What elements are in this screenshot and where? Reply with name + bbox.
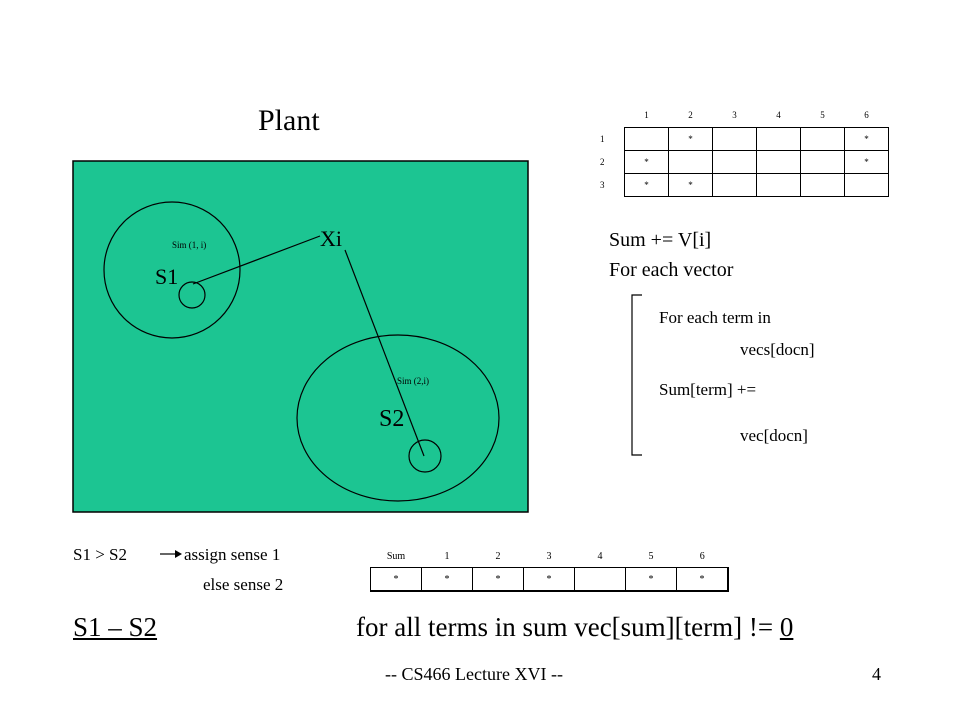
- sum-col-header: 3: [546, 550, 552, 562]
- sum-col-header: 1: [444, 550, 450, 562]
- code-inner-3: Sum[term] +=: [659, 380, 757, 399]
- page-number: 4: [872, 664, 881, 684]
- sum-cell: *: [371, 568, 422, 592]
- matrix-col-header: 1: [644, 110, 649, 120]
- sum-cell: [575, 568, 626, 592]
- matrix-cell: [625, 128, 669, 151]
- sum-cell: *: [422, 568, 473, 592]
- condition-prefix: for all terms in sum vec[sum][term] !=: [356, 612, 780, 642]
- code-bracket: [632, 295, 642, 455]
- matrix-cell: [757, 128, 801, 151]
- code-line-1: Sum += V[i]: [609, 229, 712, 251]
- matrix-row: [600, 128, 889, 151]
- matrix-cell: *: [669, 174, 713, 197]
- sum-col-header: 5: [648, 550, 654, 562]
- sum-col-header: 6: [699, 550, 705, 562]
- condition-zero: 0: [779, 612, 794, 642]
- code-inner-2: vecs[docn]: [740, 340, 815, 359]
- matrix-row-label: 1: [600, 134, 605, 144]
- sum-cell: *: [677, 568, 729, 592]
- matrix-col-header: 3: [732, 110, 737, 120]
- sum-col-header: 4: [597, 550, 603, 562]
- matrix-cell: [757, 174, 801, 197]
- matrix-col-header: 5: [820, 110, 825, 120]
- matrix-cell: [801, 128, 845, 151]
- matrix-cell: [845, 174, 889, 197]
- matrix-row: [600, 174, 889, 197]
- sum-cell: *: [626, 568, 677, 592]
- matrix-cell: [669, 151, 713, 174]
- matrix-cell: [713, 151, 757, 174]
- code-inner-1: For each term in: [659, 308, 771, 327]
- sim-2-label: Sim (2,i): [397, 376, 430, 386]
- matrix-cell: *: [625, 151, 669, 174]
- s1-label: S1: [155, 264, 179, 289]
- slide-title: Plant: [258, 104, 320, 137]
- matrix-cell: [713, 128, 757, 151]
- sum-vector: [370, 545, 729, 592]
- rule-else: else sense 2: [203, 575, 284, 594]
- xi-label: Xi: [320, 226, 342, 251]
- matrix-row-label: 2: [600, 157, 605, 167]
- matrix-col-header: 2: [688, 110, 693, 120]
- rule-right: assign sense 1: [184, 545, 281, 564]
- matrix-cell: [713, 174, 757, 197]
- matrix-cell: [757, 151, 801, 174]
- code-inner-4: vec[docn]: [740, 426, 808, 445]
- matrix-col-header: 6: [864, 110, 869, 120]
- matrix-col-header: 4: [776, 110, 781, 120]
- matrix-cell: [801, 151, 845, 174]
- sum-cell: *: [524, 568, 575, 592]
- slide-footer: -- CS466 Lecture XVI --: [385, 664, 563, 684]
- matrix-cell: [801, 174, 845, 197]
- code-line-2: For each vector: [609, 259, 734, 281]
- sim-1-label: Sim (1, i): [172, 240, 207, 250]
- difference-label: S1 – S2: [73, 612, 158, 642]
- s2-label: S2: [379, 406, 405, 432]
- matrix-cell: *: [845, 151, 889, 174]
- sum-col-header: 2: [495, 550, 501, 562]
- matrix-cell: *: [669, 128, 713, 151]
- rule-left: S1 > S2: [73, 545, 127, 564]
- matrix-row-label: 3: [600, 180, 605, 190]
- condition-text: [356, 612, 793, 643]
- sum-label: Sum: [386, 550, 406, 562]
- rule-arrowhead-icon: [175, 550, 182, 558]
- matrix-cell: *: [845, 128, 889, 151]
- plant-panel: [73, 161, 528, 512]
- matrix-cell: *: [625, 174, 669, 197]
- matrix-row: [600, 151, 889, 174]
- term-matrix: [600, 103, 889, 197]
- sum-cell: *: [473, 568, 524, 592]
